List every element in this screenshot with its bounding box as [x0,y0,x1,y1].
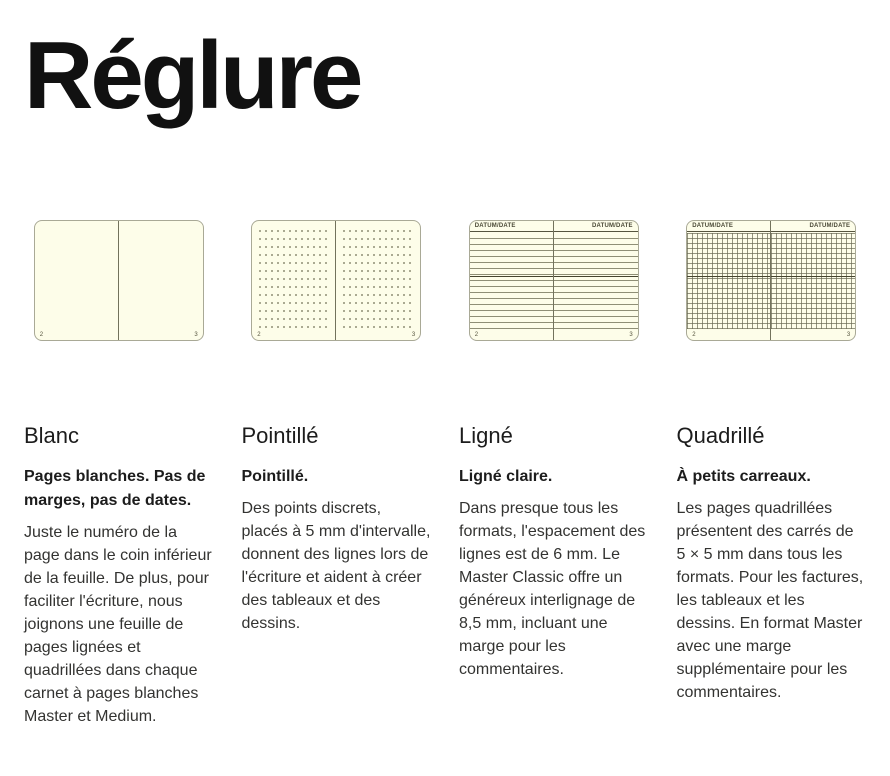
dot-grid-pattern [257,227,330,328]
ruling-heading: Quadrillé [676,423,765,448]
ruling-columns-grid [24,220,866,728]
date-label: DATUM/DATE [470,221,553,232]
date-label: DATUM/DATE [554,221,638,232]
notebook-preview-quadrille [686,220,856,341]
date-label: DATUM/DATE [771,221,855,232]
page-number-left: 2 [257,332,261,338]
ruling-description: Juste le numéro de la page dans le coin inférieur de la feuille. De plus, pour faciliter l'écriture, nous joignons une feuille de pages lignées et quadrillées dans chaque carnet à pages blanches Master et Medium. [24,524,212,726]
emphasis-line [554,276,638,277]
line-ruling-pattern [554,233,638,329]
notebook-right-page [554,221,638,340]
ruling-heading: Ligné [459,423,513,448]
notebook-right-page [119,221,203,340]
ruling-heading: Blanc [24,423,80,448]
page-number-right: 3 [194,332,198,338]
ruling-lead: À petits carreaux. [676,468,811,486]
page-number-right: 3 [411,332,416,338]
emphasis-line [771,276,855,277]
notebook-left-page [687,221,771,340]
ruling-column-ligne [459,220,649,728]
notebook-preview-blanc [34,220,204,341]
ruling-lead: Pointillé. [241,468,309,486]
ruling-column-blanc [24,220,214,728]
notebook-right-page [336,221,420,340]
notebook-left-page [470,221,554,340]
page-number-right: 3 [846,332,851,338]
notebook-right-page [771,221,855,340]
date-label: DATUM/DATE [687,221,770,232]
dot-grid-pattern [341,227,415,328]
notebook-left-page [252,221,336,340]
page-number-left: 2 [692,332,696,338]
ruling-lead: Ligné claire. [459,468,553,486]
square-grid-pattern [687,233,770,329]
notebook-preview-pointille [251,220,421,341]
page-title: Réglure [24,22,361,129]
square-grid-pattern [771,233,855,329]
emphasis-line [470,276,553,277]
notebook-left-page [35,221,119,340]
ruling-description: Les pages quadrillées présentent des carrés de 5 × 5 mm dans tous les formats. Pour les factures, les tableaux et les dessins. En format Master avec une marge supplémentaire pour les commentaires. [676,500,864,702]
ruling-column-quadrille [677,220,867,728]
notebook-preview-ligne [469,220,639,341]
page-number-left: 2 [39,332,44,338]
page-number-left: 2 [474,332,479,338]
ruling-description: Dans presque tous les formats, l'espacement des lignes est de 6 mm. Le Master Classic offre un généreux interlignage de 8,5 mm, incluant une marge pour les commentaires. [459,500,646,679]
emphasis-line [687,276,770,277]
page-number-right: 3 [629,332,633,338]
line-ruling-pattern [470,233,553,329]
ruling-lead: Pages blanches. Pas de marges, pas de dates. [24,468,206,510]
ruling-column-pointille [242,220,432,728]
ruling-description: Des points discrets, placés à 5 mm d'intervalle, donnent des lignes lors de l'écriture et aident à créer des tableaux et des dessins. [241,500,431,633]
ruling-heading: Pointillé [241,423,319,448]
